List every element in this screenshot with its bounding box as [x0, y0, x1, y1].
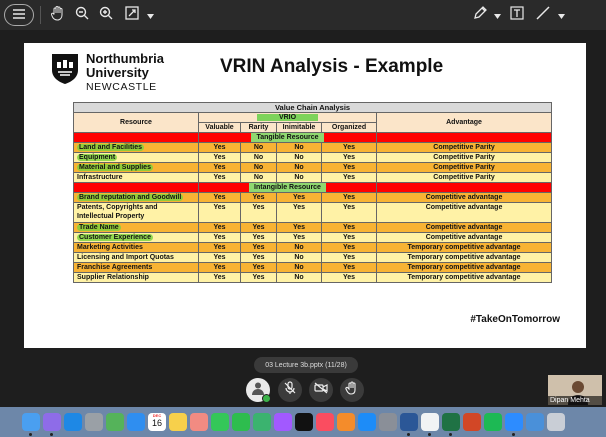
resource-cell [74, 163, 199, 173]
valuable-cell: Yes [199, 253, 241, 263]
resource-cell [74, 253, 199, 263]
valuable-cell: Yes [199, 143, 241, 153]
vrio-label: VRIO [257, 114, 318, 121]
advantage-cell: Temporary competitive advantage [377, 263, 552, 273]
category-spacer [74, 133, 199, 143]
category-spacer [74, 183, 199, 193]
rarity-cell: Yes [241, 223, 277, 233]
table-row [74, 223, 552, 233]
dock-facetime-icon[interactable] [232, 413, 250, 431]
running-indicator [428, 433, 431, 436]
resource-name: Licensing and Import Quotas [77, 254, 174, 261]
dock-excel-icon[interactable] [442, 413, 460, 431]
resource-cell [74, 273, 199, 283]
advantage-cell: Competitive Parity [377, 163, 552, 173]
chevron-down-icon [147, 6, 154, 24]
table-row [74, 203, 552, 223]
fit-screen-button[interactable] [122, 4, 142, 26]
advantage-column-header: Advantage [377, 113, 552, 133]
organized-cell: Yes [322, 263, 377, 273]
inimitable-cell: No [277, 263, 322, 273]
resource-cell [74, 203, 199, 223]
category-row [74, 183, 552, 193]
valuable-cell: Yes [199, 233, 241, 243]
inimitable-cell: No [277, 163, 322, 173]
calendar-month: DEC [152, 413, 162, 418]
table-row [74, 273, 552, 283]
university-name-line1: Northumbria [86, 51, 164, 66]
inimitable-cell: No [277, 273, 322, 283]
running-indicator [50, 433, 53, 436]
dock-books-icon[interactable] [337, 413, 355, 431]
resource-name: Land and Facilities [79, 144, 143, 151]
dock-mail-icon[interactable] [127, 413, 145, 431]
line-options-dropdown[interactable] [556, 4, 566, 26]
dock-siri-icon[interactable] [43, 413, 61, 431]
organized-cell: Yes [322, 153, 377, 163]
dock-maps-alt-icon[interactable] [253, 413, 271, 431]
inimitable-cell: No [277, 153, 322, 163]
menu-button[interactable] [4, 4, 34, 26]
inimitable-cell: No [277, 173, 322, 183]
raise-hand-button[interactable] [340, 378, 364, 402]
advantage-cell: Competitive Parity [377, 143, 552, 153]
resource-cell [74, 233, 199, 243]
valuable-cell: Yes [199, 273, 241, 283]
university-name-line2: University [86, 65, 149, 80]
resource-name: Equipment [79, 154, 116, 161]
dock-chrome-icon[interactable] [421, 413, 439, 431]
participant-avatar-button[interactable] [246, 378, 270, 402]
pen-icon [473, 6, 487, 25]
advantage-cell: Temporary competitive advantage [377, 253, 552, 263]
stop-video-button[interactable] [309, 378, 333, 402]
table-header-row [74, 113, 552, 123]
organized-cell: Yes [322, 273, 377, 283]
rarity-cell: Yes [241, 203, 277, 223]
dock-calendar-icon[interactable] [148, 413, 166, 431]
rarity-cell: Yes [241, 263, 277, 273]
inimitable-cell: Yes [277, 193, 322, 203]
valuable-cell: Yes [199, 263, 241, 273]
valuable-cell: Yes [199, 163, 241, 173]
viewer-toolbar [0, 0, 606, 30]
valuable-header: Valuable [199, 123, 241, 133]
dock-tv-icon[interactable] [295, 413, 313, 431]
resource-name: Trade Name [79, 224, 119, 231]
resource-cell [74, 263, 199, 273]
rarity-cell: Yes [241, 253, 277, 263]
mute-microphone-button[interactable] [278, 378, 302, 402]
dock-downloads-icon[interactable] [526, 413, 544, 431]
dock-zoom-icon[interactable] [505, 413, 523, 431]
participant-name: Dipan Mehta [548, 396, 602, 405]
slide-title: VRIN Analysis - Example [220, 56, 444, 77]
organized-cell: Yes [322, 203, 377, 223]
resource-cell [74, 153, 199, 163]
advantage-cell: Temporary competitive advantage [377, 243, 552, 253]
category-row [74, 133, 552, 143]
dock-photos-icon[interactable] [190, 413, 208, 431]
fit-screen-icon [125, 6, 139, 25]
category-spacer [377, 183, 552, 193]
category-label: Intangible Resource [249, 183, 326, 192]
text-box-button[interactable] [507, 4, 527, 26]
advantage-cell: Competitive advantage [377, 203, 552, 223]
calendar-day: 16 [151, 418, 162, 428]
advantage-cell: Competitive Parity [377, 173, 552, 183]
valuable-cell: Yes [199, 243, 241, 253]
pen-tool-button[interactable] [470, 4, 490, 26]
organized-cell: Yes [322, 233, 377, 243]
university-name [86, 52, 164, 80]
running-indicator [449, 433, 452, 436]
dock-word-icon[interactable] [400, 413, 418, 431]
advantage-cell: Competitive advantage [377, 193, 552, 203]
dock-spotify-icon[interactable] [484, 413, 502, 431]
chevron-down-icon [558, 6, 565, 24]
dock-notes-icon[interactable] [169, 413, 187, 431]
pan-tool-button[interactable] [48, 4, 68, 26]
category-cell [199, 183, 377, 193]
valuable-cell: Yes [199, 173, 241, 183]
resource-cell [74, 173, 199, 183]
zoom-in-icon [99, 6, 113, 25]
view-options-dropdown[interactable] [144, 4, 156, 26]
advantage-cell: Competitive advantage [377, 233, 552, 243]
dock-podcasts-icon[interactable] [274, 413, 292, 431]
resource-cell [74, 243, 199, 253]
advantage-cell: Competitive advantage [377, 223, 552, 233]
dock-maps-icon[interactable] [106, 413, 124, 431]
dock-launchpad-icon[interactable] [85, 413, 103, 431]
zoom-in-button[interactable] [96, 4, 116, 26]
chevron-down-icon [494, 6, 501, 24]
resource-name: Supplier Relationship [77, 274, 149, 281]
dock-app-store-icon[interactable] [358, 413, 376, 431]
inimitable-cell: Yes [277, 233, 322, 243]
rarity-cell: Yes [241, 273, 277, 283]
vrio-table [73, 102, 552, 283]
advantage-cell: Competitive Parity [377, 153, 552, 163]
text-box-icon [510, 6, 524, 25]
zoom-out-button[interactable] [72, 4, 92, 26]
table-row [74, 233, 552, 243]
file-indicator [254, 357, 358, 373]
presentation-slide [24, 43, 586, 348]
rarity-cell: Yes [241, 193, 277, 203]
category-cell [199, 133, 377, 143]
organized-cell: Yes [322, 243, 377, 253]
rarity-cell: No [241, 143, 277, 153]
rarity-header: Rarity [241, 123, 277, 133]
table-row [74, 163, 552, 173]
running-indicator [29, 433, 32, 436]
table-row [74, 243, 552, 253]
university-city: NEWCASTLE [86, 81, 157, 93]
line-icon [536, 6, 550, 25]
organized-header: Organized [322, 123, 377, 133]
dock-trash-icon[interactable] [547, 413, 565, 431]
resource-name: Customer Experience [79, 234, 151, 241]
running-indicator [407, 433, 410, 436]
organized-cell: Yes [322, 143, 377, 153]
inimitable-header: Inimitable [277, 123, 322, 133]
table-row [74, 193, 552, 203]
resource-name: Brand reputation and Goodwill [79, 194, 182, 201]
rarity-cell: No [241, 173, 277, 183]
dock-powerpoint-icon[interactable] [463, 413, 481, 431]
microphone-off-icon [283, 381, 297, 400]
table-row [74, 153, 552, 163]
organized-cell: Yes [322, 253, 377, 263]
toolbar-separator [40, 6, 41, 24]
camera-off-icon [314, 381, 328, 400]
inimitable-cell: No [277, 143, 322, 153]
inimitable-cell: Yes [277, 223, 322, 233]
organized-cell: Yes [322, 173, 377, 183]
resource-cell [74, 223, 199, 233]
table-row [74, 263, 552, 273]
dock-system-preferences-icon[interactable] [379, 413, 397, 431]
advantage-cell: Temporary competitive advantage [377, 273, 552, 283]
hand-icon [51, 5, 65, 26]
resource-name: Material and Supplies [79, 164, 151, 171]
macos-dock [0, 407, 606, 437]
resource-name: Franchise Agreements [77, 264, 153, 271]
resource-name: Infrastructure [77, 174, 123, 181]
valuable-cell: Yes [199, 203, 241, 223]
table-row [74, 253, 552, 263]
running-indicator [512, 433, 515, 436]
valuable-cell: Yes [199, 223, 241, 233]
valuable-cell: Yes [199, 193, 241, 203]
table-title-row [74, 103, 552, 113]
category-spacer [377, 133, 552, 143]
page-counter: (11/28) [325, 361, 347, 369]
rarity-cell: Yes [241, 233, 277, 243]
table-title: Value Chain Analysis [74, 103, 552, 113]
dock-safari-icon[interactable] [64, 413, 82, 431]
resource-name: Patents, Copyrights and Intellectual Property [77, 204, 158, 220]
file-name: 03 Lecture 3b.pptx [265, 361, 324, 369]
zoom-out-icon [75, 6, 89, 25]
valuable-cell: Yes [199, 153, 241, 163]
dock-music-icon[interactable] [316, 413, 334, 431]
resource-name: Marketing Activities [77, 244, 143, 251]
line-tool-button[interactable] [533, 4, 553, 26]
resource-cell [74, 143, 199, 153]
inimitable-cell: Yes [277, 203, 322, 223]
table-row [74, 173, 552, 183]
inimitable-cell: No [277, 243, 322, 253]
inimitable-cell: No [277, 253, 322, 263]
resource-column-header: Resource [74, 113, 199, 133]
organized-cell: Yes [322, 163, 377, 173]
rarity-cell: Yes [241, 243, 277, 253]
rarity-cell: No [241, 153, 277, 163]
pen-options-dropdown[interactable] [492, 4, 502, 26]
organized-cell: Yes [322, 193, 377, 203]
rarity-cell: No [241, 163, 277, 173]
dock-finder-icon[interactable] [22, 413, 40, 431]
table-row [74, 143, 552, 153]
hand-raise-icon [345, 381, 359, 400]
hashtag: #TakeOnTomorrow [470, 314, 560, 325]
vrio-column-header [199, 113, 377, 123]
resource-cell [74, 193, 199, 203]
online-status-badge [262, 394, 271, 403]
menu-icon [12, 6, 26, 24]
dock-messages-icon[interactable] [211, 413, 229, 431]
category-label: Tangible Resource [251, 133, 323, 142]
organized-cell: Yes [322, 223, 377, 233]
university-logo [51, 53, 79, 85]
